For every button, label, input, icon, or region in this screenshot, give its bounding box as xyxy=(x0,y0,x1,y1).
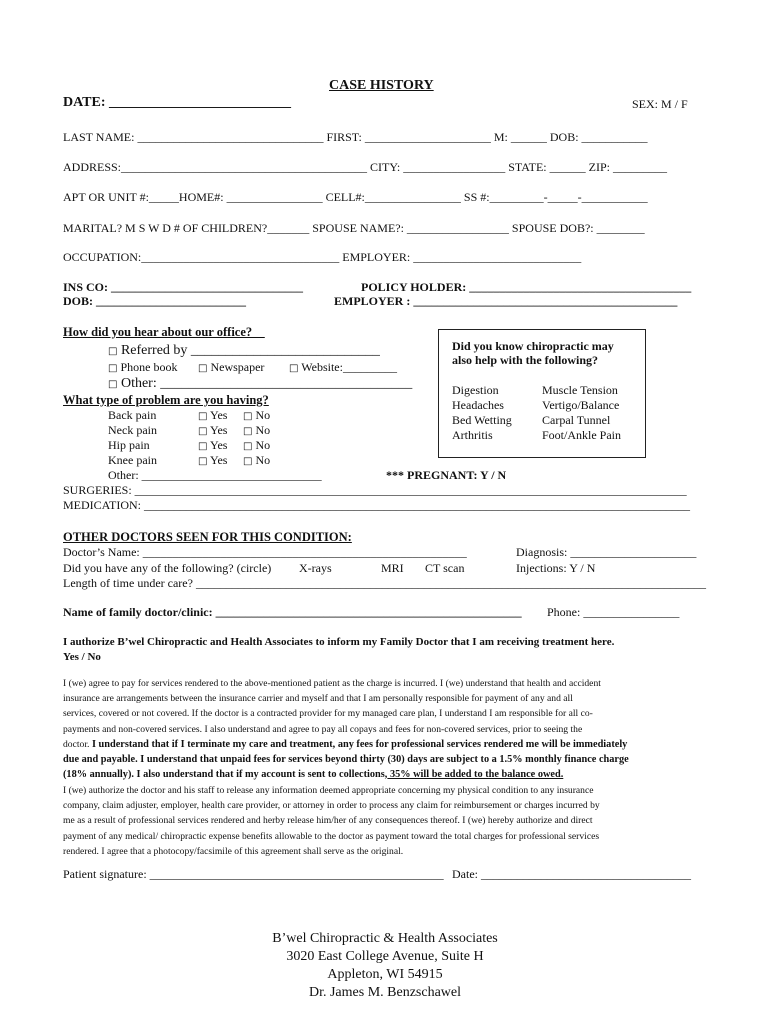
injections-field[interactable]: Injections: Y / N xyxy=(516,561,596,575)
agreement-line: payments and non-covered services. I also understand and agree to pay all copays and fees for non-covered services, prior to seeing the xyxy=(63,723,583,735)
no-option[interactable] xyxy=(243,408,270,424)
yes-label: Yes xyxy=(210,423,228,437)
no-option[interactable] xyxy=(243,423,270,439)
agreement-line: services, covered or not covered. If the doctor is a contracted provider for my managed care plan, I understand I am responsible for all co- xyxy=(63,708,593,720)
info-item: Muscle Tension xyxy=(542,383,618,397)
agreement-line: due and payable. I understand that unpaid fees for services beyond thirty (30) days are subject to a 1.5% monthly finance charge xyxy=(63,754,629,766)
ct-scan-option[interactable]: CT scan xyxy=(425,561,465,575)
patient-signature-field[interactable]: Patient signature: _________________________________________________ xyxy=(63,867,444,881)
policy-holder-field[interactable]: POLICY HOLDER: _____________________________________ xyxy=(361,280,692,294)
ins-co-field[interactable]: INS CO: ________________________________ xyxy=(63,280,304,294)
length-of-care-field[interactable]: Length of time under care? _____________________________________________________________________________________ xyxy=(63,576,706,590)
referred-by-label: Referred by ___________________________ xyxy=(120,343,380,358)
page-title: CASE HISTORY xyxy=(329,78,434,93)
info-item: Bed Wetting xyxy=(452,413,512,427)
checkbox-icon[interactable]: □ xyxy=(243,411,253,422)
no-option[interactable] xyxy=(243,453,270,469)
name-line[interactable]: LAST NAME: _______________________________ FIRST: _____________________ M: ______ DOB: ___________ xyxy=(63,130,648,144)
diagnosis-field[interactable]: Diagnosis: _____________________ xyxy=(516,545,697,559)
problem-heading: What type of problem are you having? xyxy=(63,393,269,407)
yes-label: Yes xyxy=(210,408,228,422)
yes-option[interactable] xyxy=(198,438,227,454)
no-label: No xyxy=(255,423,271,437)
family-doctor-field[interactable]: Name of family doctor/clinic: ___________________________________________________ xyxy=(63,605,522,619)
info-item: Digestion xyxy=(452,383,499,397)
website-option[interactable] xyxy=(289,360,397,376)
no-label: No xyxy=(255,453,271,467)
release-line: rendered. I agree that a photocopy/facsimile of this agreement shall serve as the original. xyxy=(63,845,404,857)
checkbox-icon[interactable]: □ xyxy=(198,363,208,374)
medication-field[interactable]: MEDICATION: ___________________________________________________________________________________________ xyxy=(63,498,690,512)
marital-line[interactable]: MARITAL? M S W D # OF CHILDREN?_______ SPOUSE NAME?: _________________ SPOUSE DOB?: ________ xyxy=(63,221,645,235)
phone-book-option[interactable] xyxy=(108,360,177,376)
info-item: Headaches xyxy=(452,398,504,412)
info-item: Arthritis xyxy=(452,428,493,442)
other-problem-field[interactable]: Other: ______________________________ xyxy=(108,468,322,482)
checkbox-icon[interactable]: □ xyxy=(243,456,253,467)
info-box-heading-2: also help with the following? xyxy=(452,353,599,367)
other-doctors-heading: OTHER DOCTORS SEEN FOR THIS CONDITION: xyxy=(63,530,352,544)
release-line: I (we) authorize the doctor and his staff to release any information deemed appropriate concerning my physical condition to any insurance xyxy=(63,785,594,796)
info-item: Vertigo/Balance xyxy=(542,398,620,412)
yes-label: Yes xyxy=(210,453,228,467)
apt-phone-text: APT OR UNIT #:_____HOME#: ________________ CELL#:________________ SS #:_________-_____-___________ xyxy=(63,190,648,204)
release-paragraph xyxy=(63,783,708,859)
xrays-option[interactable]: X-rays xyxy=(299,561,332,575)
agreement-terminate-text: I understand that if I terminate my care and treatment, any fees for professional services rendered me will be immediately xyxy=(89,738,628,750)
info-item: Carpal Tunnel xyxy=(542,413,611,427)
authorize-yes-no[interactable]: Yes / No xyxy=(63,651,101,663)
other-referral-row[interactable] xyxy=(108,375,412,393)
website-label: Website:_________ xyxy=(301,360,397,374)
clinic-doctor: Dr. James M. Benzschawel xyxy=(308,985,462,1000)
phone-book-label: Phone book xyxy=(120,360,178,374)
date-field[interactable]: DATE: __________________________ xyxy=(63,95,292,110)
family-doctor-phone-field[interactable]: Phone: ________________ xyxy=(547,605,680,619)
agreement-paragraph xyxy=(63,676,708,782)
mri-option[interactable]: MRI xyxy=(381,561,404,575)
checkbox-icon[interactable]: □ xyxy=(108,379,118,390)
authorize-statement: I authorize B’wel Chiropractic and Health Associates to inform my Family Doctor that I am receiving treatment here. xyxy=(63,636,615,648)
sex-field[interactable]: SEX: M / F xyxy=(632,97,688,111)
info-box-heading-1: Did you know chiropractic may xyxy=(452,339,614,353)
yes-option[interactable] xyxy=(198,423,227,439)
employer2-field[interactable]: EMPLOYER : ____________________________________________ xyxy=(334,294,678,308)
agreement-line: insurance are arrangements between the insurance carrier and myself and that I am personally responsible for payment of any and all xyxy=(63,693,573,705)
agreement-line xyxy=(63,737,708,752)
agreement-line xyxy=(63,767,708,782)
release-line: payment of any medical/ chiropractic expense benefits allowable to the doctor as payment toward the total charges for professional services xyxy=(63,830,600,842)
agreement-line: I (we) agree to pay for services rendered to the above-mentioned patient as the charge is incurred. I (we) understand that health and accident xyxy=(63,678,601,689)
release-line: company, claim adjuster, employer, health care provider, or attorney in order to process any claim for reimbursement or charges incurred by xyxy=(63,800,600,812)
checkbox-icon[interactable]: □ xyxy=(108,363,118,374)
clinic-address: 3020 East College Avenue, Suite H xyxy=(286,949,484,964)
release-line: me as a result of professional services rendered and herby release him/her of any consequences thereof. I (we) hereby authorize and direct xyxy=(63,815,593,827)
checkbox-icon[interactable]: □ xyxy=(289,363,299,374)
yes-option[interactable] xyxy=(198,453,227,469)
agreement-collections-text: (18% annually). I also understand that if my account is sent to collections, xyxy=(63,769,388,781)
checkbox-icon[interactable]: □ xyxy=(198,441,208,452)
signature-date-field[interactable]: Date: ___________________________________ xyxy=(452,867,691,881)
problem-label: Neck pain xyxy=(108,423,157,437)
no-label: No xyxy=(255,438,271,452)
agreement-35-text: 35% will be added to the balance owed. xyxy=(387,769,564,781)
problem-label: Knee pain xyxy=(108,453,157,467)
phone-line[interactable] xyxy=(63,190,648,204)
checkbox-icon[interactable]: □ xyxy=(243,426,253,437)
dob2-field[interactable]: DOB: _________________________ xyxy=(63,294,246,308)
checkbox-icon[interactable]: □ xyxy=(198,411,208,422)
info-item: Foot/Ankle Pain xyxy=(542,428,622,442)
chiropractic-info-box xyxy=(438,329,646,458)
checkbox-icon[interactable]: □ xyxy=(108,346,118,357)
occupation-line[interactable]: OCCUPATION:_________________________________ EMPLOYER: ____________________________ xyxy=(63,250,582,264)
newspaper-option[interactable] xyxy=(198,360,264,376)
surgeries-field[interactable]: SURGERIES: ____________________________________________________________________________________________ xyxy=(63,483,687,497)
checkbox-icon[interactable]: □ xyxy=(243,441,253,452)
following-label: Did you have any of the following? (circle) xyxy=(63,561,272,575)
doctors-name-field[interactable]: Doctor’s Name: ______________________________________________________ xyxy=(63,545,467,559)
checkbox-icon[interactable]: □ xyxy=(198,456,208,467)
referred-by-row[interactable] xyxy=(108,342,380,360)
newspaper-label: Newspaper xyxy=(210,360,265,374)
referral-heading: How did you hear about our office?__ xyxy=(63,325,265,339)
agreement-doctor-text: doctor. xyxy=(63,738,90,750)
yes-option[interactable] xyxy=(198,408,227,424)
problem-label: Back pain xyxy=(108,408,157,422)
no-option[interactable] xyxy=(243,438,270,454)
checkbox-icon[interactable]: □ xyxy=(198,426,208,437)
yes-label: Yes xyxy=(210,438,228,452)
address-line[interactable]: ADDRESS:_________________________________________ CITY: _________________ STATE: ______ ZIP: _________ xyxy=(63,160,667,174)
clinic-city: Appleton, WI 54915 xyxy=(327,967,443,982)
clinic-name: B’wel Chiropractic & Health Associates xyxy=(272,931,498,946)
other-referral-label: Other: ____________________________________ xyxy=(120,376,413,391)
no-label: No xyxy=(255,408,271,422)
problem-label: Hip pain xyxy=(108,438,150,452)
pregnant-field[interactable]: *** PREGNANT: Y / N xyxy=(386,468,507,482)
